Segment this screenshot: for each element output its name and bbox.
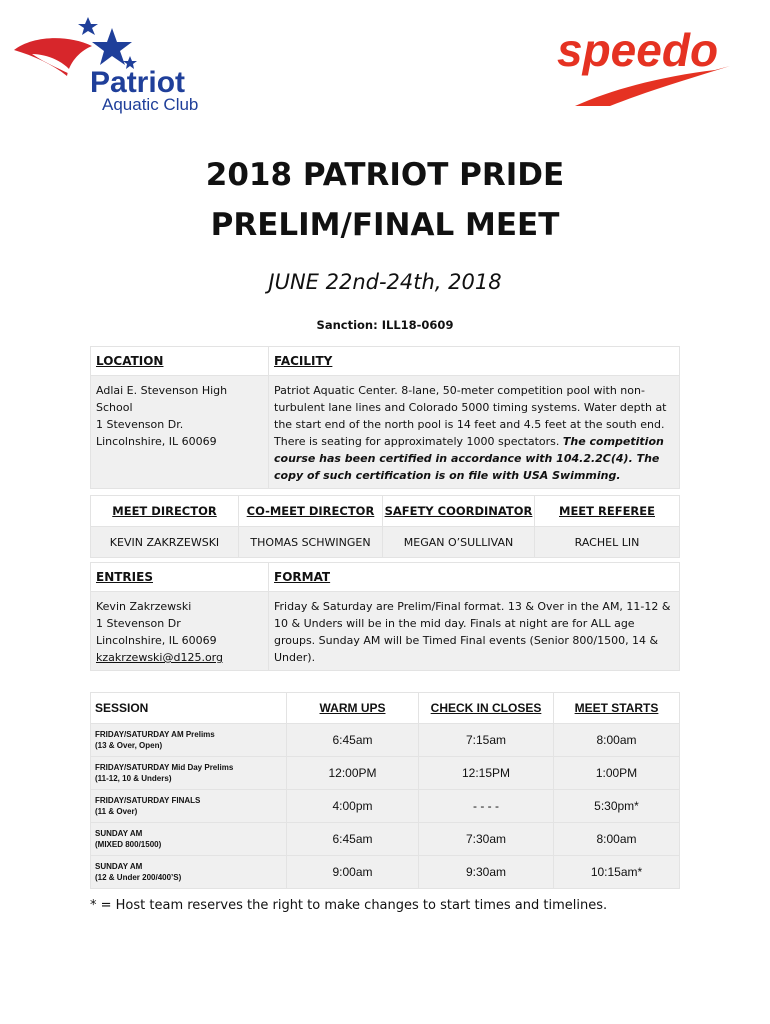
format-header: FORMAT bbox=[269, 563, 680, 592]
entries-format-table bbox=[90, 562, 680, 671]
session-title: FRIDAY/SATURDAY FINALS bbox=[95, 796, 201, 805]
location-facility-table bbox=[90, 346, 680, 489]
session-name bbox=[91, 724, 287, 757]
session-title: FRIDAY/SATURDAY Mid Day Prelims bbox=[95, 763, 234, 772]
session-header: SESSION bbox=[91, 693, 287, 724]
meet-dates: JUNE 22nd-24th, 2018 bbox=[268, 270, 502, 294]
meet-referee-header: MEET REFEREE bbox=[535, 496, 680, 527]
meet-starts-header: MEET STARTS bbox=[554, 693, 680, 724]
entries-header: ENTRIES bbox=[91, 563, 269, 592]
co-meet-director-name: THOMAS SCHWINGEN bbox=[239, 527, 383, 558]
meet-start-time: 10:15am* bbox=[554, 856, 680, 889]
safety-coordinator-header: SAFETY COORDINATOR bbox=[383, 496, 535, 527]
facility-description bbox=[269, 376, 680, 489]
check-in-closes-header: CHECK IN CLOSES bbox=[419, 693, 554, 724]
session-name bbox=[91, 790, 287, 823]
session-group: (MIXED 800/1500) bbox=[95, 840, 162, 849]
table-row bbox=[91, 823, 680, 856]
session-group: (11-12, 10 & Unders) bbox=[95, 774, 172, 783]
facility-header: FACILITY bbox=[269, 347, 680, 376]
meet-director-header: MEET DIRECTOR bbox=[91, 496, 239, 527]
table-row bbox=[91, 790, 680, 823]
star-small-icon bbox=[78, 17, 98, 35]
table-row bbox=[91, 757, 680, 790]
session-title: FRIDAY/SATURDAY AM Prelims bbox=[95, 730, 215, 739]
logo-text-speedo: speedo bbox=[557, 24, 719, 76]
session-schedule-table bbox=[90, 692, 680, 889]
location-line: 1 Stevenson Dr. bbox=[96, 418, 184, 431]
logo-text-patriot: Patriot bbox=[90, 66, 186, 99]
session-title: SUNDAY AM bbox=[95, 862, 143, 871]
location-line: Lincolnshire, IL 60069 bbox=[96, 435, 217, 448]
patriot-aquatic-club-logo bbox=[12, 14, 212, 114]
meet-director-name: KEVIN ZAKRZEWSKI bbox=[91, 527, 239, 558]
entries-contact bbox=[91, 592, 269, 671]
format-description: Friday & Saturday are Prelim/Final format. 13 & Over in the AM, 11-12 & 10 & Unders will be in the mid day. Finals at night are for ALL age groups. Sunday AM will be Timed Final events (Senior 800/1500, 14 & Under). bbox=[269, 592, 680, 671]
location-address bbox=[91, 376, 269, 489]
entries-line: 1 Stevenson Dr bbox=[96, 617, 181, 630]
check-in-time: 7:30am bbox=[419, 823, 554, 856]
meet-start-time: 8:00am bbox=[554, 724, 680, 757]
facility-certification-note: The competition course has been certified in accordance with 104.2.2C(4). The copy of such certification is on file with USA Swimming. bbox=[274, 435, 664, 482]
safety-coordinator-name: MEGAN O’SULLIVAN bbox=[383, 527, 535, 558]
logo-text-aquatic-club: Aquatic Club bbox=[102, 95, 199, 114]
title-line-2: PRELIM/FINAL MEET bbox=[210, 207, 560, 243]
session-name bbox=[91, 757, 287, 790]
footnote: * = Host team reserves the right to make changes to start times and timelines. bbox=[90, 898, 608, 913]
warm-ups-time: 6:45am bbox=[287, 823, 419, 856]
title-line-1: 2018 PATRIOT PRIDE bbox=[205, 157, 565, 193]
meet-start-time: 8:00am bbox=[554, 823, 680, 856]
sanction-number: Sanction: ILL18-0609 bbox=[316, 318, 454, 332]
session-name bbox=[91, 823, 287, 856]
check-in-time: 12:15PM bbox=[419, 757, 554, 790]
warm-ups-time: 4:00pm bbox=[287, 790, 419, 823]
session-group: (13 & Over, Open) bbox=[95, 741, 163, 750]
meet-referee-name: RACHEL LIN bbox=[535, 527, 680, 558]
meet-officials-table bbox=[90, 495, 680, 558]
entries-line: Lincolnshire, IL 60069 bbox=[96, 634, 217, 647]
check-in-time: - - - - bbox=[419, 790, 554, 823]
page-title bbox=[0, 150, 770, 250]
facility-text: Patriot Aquatic Center. 8-lane, 50-meter competition pool with non-turbulent lane lines and Colorado 5000 timing systems. Water depth at the start end of the north pool is 14 feet and 4.5 feet at the south end. There is seating for approximately 1000 spectators. bbox=[274, 384, 667, 448]
table-row bbox=[91, 724, 680, 757]
session-name bbox=[91, 856, 287, 889]
location-line: Adlai E. Stevenson High School bbox=[96, 384, 228, 414]
warm-ups-time: 12:00PM bbox=[287, 757, 419, 790]
warm-ups-time: 9:00am bbox=[287, 856, 419, 889]
session-group: (11 & Over) bbox=[95, 807, 138, 816]
entries-line: Kevin Zakrzewski bbox=[96, 600, 192, 613]
co-meet-director-header: CO-MEET DIRECTOR bbox=[239, 496, 383, 527]
session-title: SUNDAY AM bbox=[95, 829, 143, 838]
session-group: (12 & Under 200/400’S) bbox=[95, 873, 182, 882]
meet-start-time: 5:30pm* bbox=[554, 790, 680, 823]
check-in-time: 7:15am bbox=[419, 724, 554, 757]
flag-swoosh-red bbox=[14, 38, 92, 76]
entries-email-link[interactable]: kzakrzewski@d125.org bbox=[96, 651, 223, 664]
meet-start-time: 1:00PM bbox=[554, 757, 680, 790]
warm-ups-header: WARM UPS bbox=[287, 693, 419, 724]
warm-ups-time: 6:45am bbox=[287, 724, 419, 757]
star-large-icon bbox=[92, 28, 132, 65]
speedo-logo bbox=[555, 18, 740, 110]
check-in-time: 9:30am bbox=[419, 856, 554, 889]
table-row bbox=[91, 856, 680, 889]
location-header: LOCATION bbox=[91, 347, 269, 376]
